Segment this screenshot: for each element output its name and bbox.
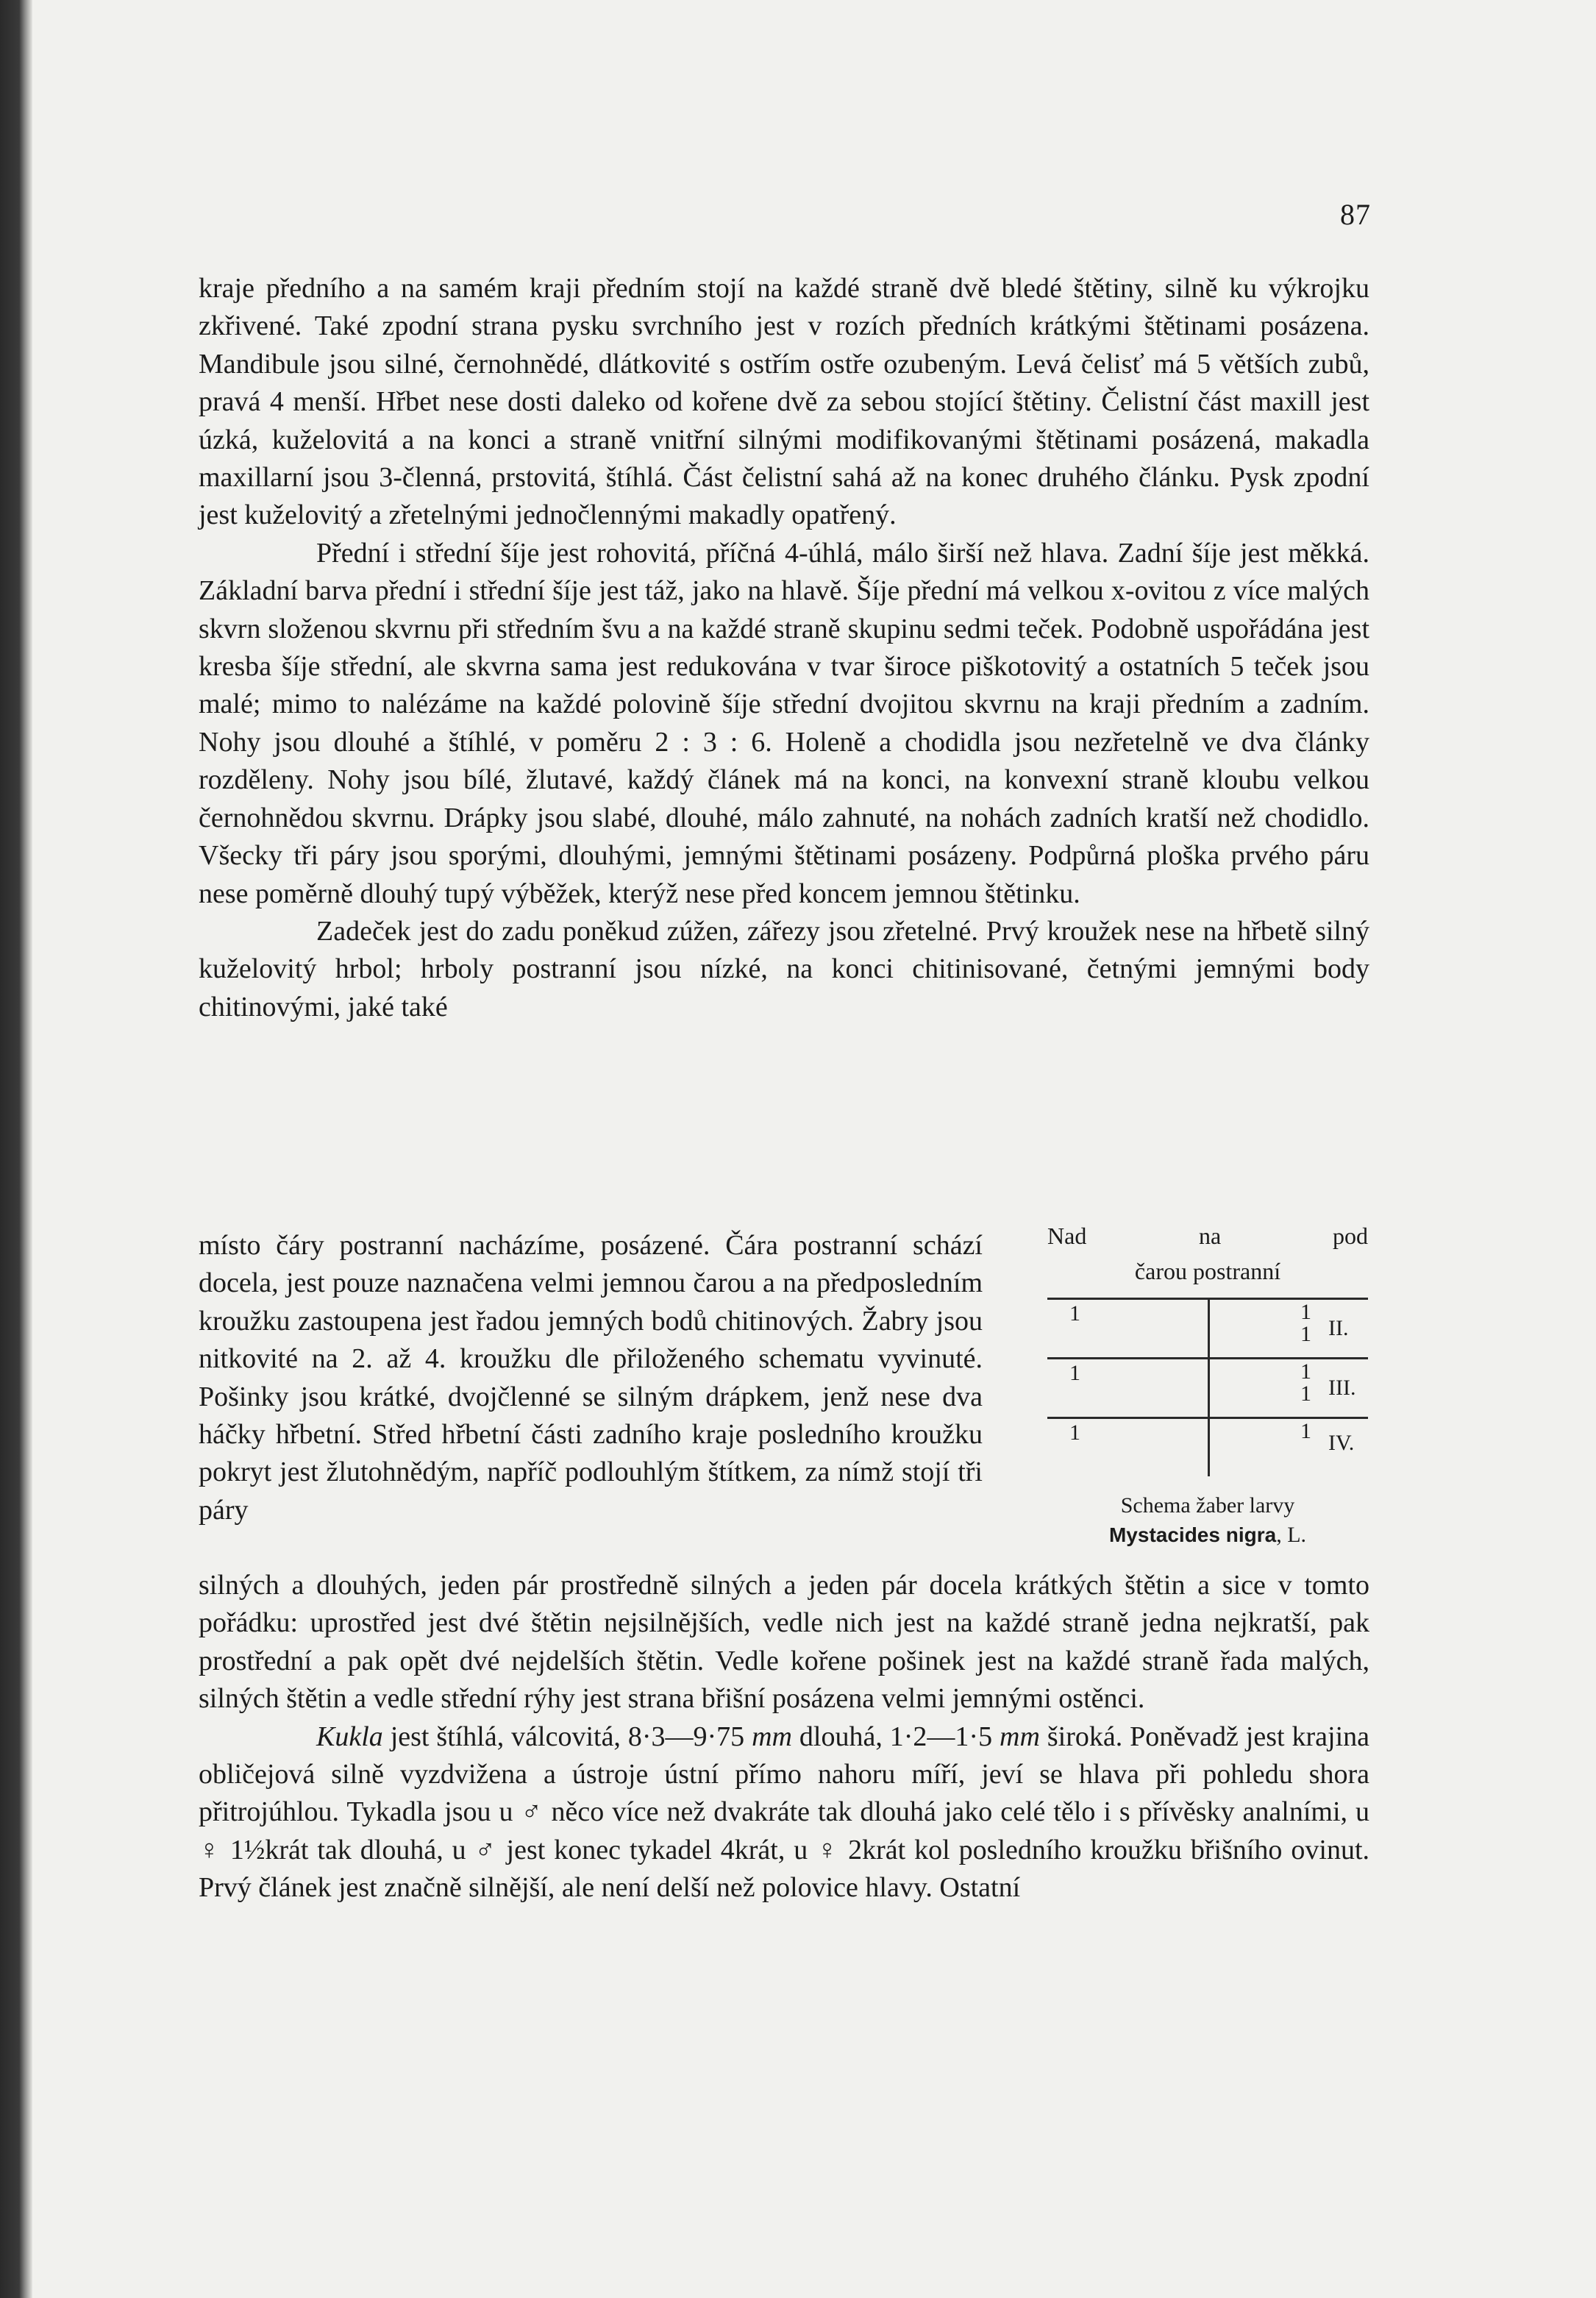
pupa-text-2: dlouhá, 1·2—1·5 [792,1721,1000,1752]
gill-count-below-top: 1 [1300,1419,1311,1443]
schema-subheader: čarou postranní [1134,1258,1281,1284]
paragraph-thorax: Přední i střední šíje jest rohovitá, příčná 4-úhlá, málo širší než hlava. Zadní šíje jest měkká. Základní barva přední i střední šíje jest táž, jako na hlavě. Šíje přední má velkou x-ovitou z více malých skvrn složenou skvrnu při středním švu a na každé straně skupinu sedmi teček. Podobně uspořádána jest kresba šíje střední, ale skvrna sama jest redukována v tvar široce piškotovitý a ostatních 5 teček jsou malé; mimo to nalézáme na každé polovině šíje střední dvojitou skvrnu na kraji předním a zadním. Nohy jsou dlouhé a štíhlé, v poměru 2 : 3 : 6. Holeně a chodidla jsou nezřetelně ve dva články rozděleny. Nohy jsou bílé, žlutavé, každý článek má na konci, na konvexní straně kloubu velkou černohnědou skvrnu. Drápky jsou slabé, dlouhé, málo zahnuté, na nohách zadních kratší než chodidlo. Všecky tři páry jsou sporými, dlouhými, jemnými štětinami posázeny. Podpůrná ploška prvého páru nese poměrně dlouhý tupý výběžek, kterýž nese před koncem jemnou štětinku. [199,537,1369,909]
gill-count-below-top: 1 [1300,1359,1311,1384]
schema-header-mid: na [1199,1223,1222,1249]
segment-label: IV. [1328,1431,1355,1455]
pupa-term: Kukla [316,1721,383,1752]
gill-count-above: 1 [1069,1361,1080,1385]
segment-label: III. [1328,1376,1356,1400]
paragraph-pupa [199,1718,1369,1907]
pupa-text-3: široká. Poněvadž jest krajina obličejová silně vyzdvižena a ústroje ústní přímo nahoru míří, jeví se hlava při pohledu shora přitrojúhlou. Tykadla jsou u ♂ něco více než dvakráte tak dlouhá jako celé tělo i s přívěsky analními, u ♀ 1½krát tak dlouhá, u ♂ jest konec tykadel 4krát, u ♀ 2krát kol posledního kroužku břišního ovinut. Prvý článek jest značně silnější, ale není delší než polovice hlavy. Ostatní [199,1721,1370,1904]
segment-label: II. [1328,1316,1349,1340]
lateral-line [1208,1419,1210,1476]
paragraph-abdomen-wrap: místo čáry postranní nacházíme, posázené. Čára postranní schází docela, jest pouze naznačena velmi jemnou čarou a na předposledním kroužku zastoupena jest řadou jemných bodů chitinových. Žabry jsou nitkovité na 2. až 4. kroužku dle přiloženého schematu vyvinuté. Pošinky jsou krátké, dvojčlenné se silným drápkem, jenž nese dva háčky hřbetní. Střed hřbetní části zadního kraje posledního kroužku pokryt jest žlutohnědým, napříč podlouhlým štítkem, za nímž stojí tři páry [199,1230,983,1526]
schema-row [1047,1417,1368,1476]
pupa-unit-2: mm [1000,1721,1040,1752]
page-edge [0,0,32,2298]
lateral-line [1208,1300,1210,1357]
gill-count-below [1300,1301,1311,1345]
page-number: 87 [1340,198,1371,231]
paragraph-mouthparts: kraje předního a na samém kraji předním stojí na každé straně dvě bledé štětiny, silně ku výkrojku zkřivené. Také zpodní strana pysku svrchního jest v rozích předních krátkými štětinami posázena. Mandibule jsou silné, černohnědé, dlátkovité s ostřím ostře ozubeným. Levá čelisť má 5 větších zubů, pravá 4 menší. Hřbet nese dosti daleko od kořene dvě za sebou stojící štětiny. Čelistní část maxill jest úzká, kuželovitá a na konci a straně vnitřní silnými modifikovanými štětinami posázená, makadla maxillarní jsou 3-členná, prstovitá, štíhlá. Část čelistní sahá až na konec druhého článku. Pysk zpodní jest kuželovitý a zřetelnými jednočlennými makadly opatřený. [199,273,1369,531]
lateral-line [1208,1359,1210,1417]
lower-text [199,1567,1369,1907]
schema-caption-author: , L. [1276,1523,1307,1547]
gill-schema [1047,1223,1368,1550]
gill-count-below-top: 1 [1300,1300,1311,1324]
schema-table [1047,1298,1368,1476]
pupa-unit-1: mm [752,1721,792,1752]
paragraph-abdomen-intro: Zadeček jest do zadu poněkud zúžen, zářezy jsou zřetelné. Prvý kroužek nese na hřbetě silný kuželovitý hrbol; hrboly postranní jsou nízké, na konci chitinisované, četnými jemnými body chitinovými, jaké také [199,915,1369,1022]
schema-row [1047,1357,1368,1417]
schema-header [1047,1223,1368,1256]
gill-count-below [1300,1361,1311,1405]
main-text [199,270,1369,1026]
gill-count-above: 1 [1069,1301,1080,1326]
schema-caption-species: Mystacides nigra [1108,1523,1277,1546]
schema-caption [1047,1491,1368,1550]
gill-count-below-bottom: 1 [1300,1381,1311,1406]
schema-header-left: Nad [1047,1223,1087,1249]
pupa-text-1: jest štíhlá, válcovitá, 8·3—9·75 [382,1721,752,1752]
gill-count-below-bottom: 1 [1300,1322,1311,1346]
schema-caption-title: Schema žaber larvy [1120,1493,1295,1518]
schema-header-right: pod [1333,1223,1368,1249]
paragraph-abdomen-rest: silných a dlouhých, jeden pár prostředně silných a jeden pár docela krátkých štětin a sice v tomto pořádku: uprostřed jest dvé štětin nejsilnějších, vedle nich jest na každé straně jedna nejkratší, pak prostřední a pak opět dvé nejdelších štětin. Vedle kořene pošinek jest na každé straně řada malých, silných štětin a vedle střední rýhy jest strana břišní posázena velmi jemnými ostěnci. [199,1570,1369,1715]
schema-row [1047,1298,1368,1357]
gill-count-below [1300,1420,1311,1443]
gill-count-above: 1 [1069,1420,1080,1445]
schema-caption-species-line [1047,1520,1368,1550]
